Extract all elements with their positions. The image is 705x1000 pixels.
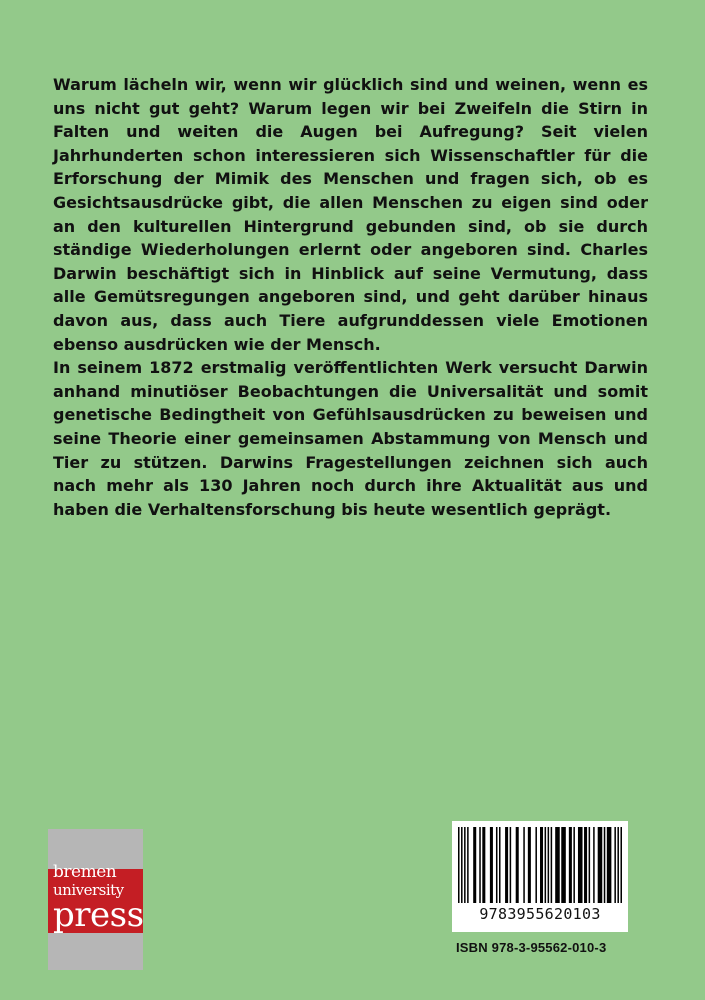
barcode-bar — [584, 827, 587, 903]
blurb-paragraph-1: Warum lächeln wir, wenn wir glücklich sind und weinen, wenn es uns nicht gut geht? Warum legen wir bei Zweifeln die Stirn in Falten und weiten die Augen bei Aufregung? Seit vielen Jahrhunderten schon interessieren sich Wissenschaftler für die Erforschung der Mimik des Menschen und fragen sich, ob es Gesichtsausdrücke gibt, die allen Menschen zu eigen sind oder an den kulturellen Hintergrund gebunden sind, ob sie durch ständige Wiederholungen erlernt oder angeboren sind. Charles Darwin beschäftigt sich in Hinblick auf seine Vermutung, dass alle Gemütsregungen angeboren sind, und geht darüber hinaus davon aus, dass auch Tiere aufgrunddessen viele Emotionen ebenso ausdrücken wie der Mensch. — [53, 75, 648, 354]
barcode-bar — [589, 827, 591, 903]
barcode-digits: 9783955620103 — [479, 905, 601, 923]
barcode-bar — [607, 827, 612, 903]
barcode-bar — [620, 827, 622, 903]
barcode-bar — [528, 827, 531, 903]
barcode-bar — [496, 827, 498, 903]
barcode-bar — [593, 827, 595, 903]
logo-line-university: university — [53, 881, 124, 899]
barcode-bar — [614, 827, 616, 903]
blurb-paragraph-2: In seinem 1872 erstmalig veröffentlichten Werk versucht Darwin anhand minutiöser Beobachtungen die Universalität und somit genetische Bedingtheit von Gefühlsausdrücken zu beweisen und seine Theorie einer gemeinsamen Abstammung von Mensch und Tier zu stützen. Darwins Fragestellungen zeichnen sich auch nach mehr als 130 Jahren noch durch ihre Aktualität aus und haben die Verhaltensforschung bis heute wesentlich geprägt. — [53, 358, 648, 519]
barcode-bar — [540, 827, 543, 903]
barcode-bar — [617, 827, 619, 903]
barcode-bars — [458, 827, 622, 903]
barcode-bar — [555, 827, 560, 903]
barcode-bar — [467, 827, 469, 903]
barcode-bar — [473, 827, 476, 903]
barcode-bar — [535, 827, 537, 903]
barcode-bar — [516, 827, 519, 903]
barcode-bar — [499, 827, 501, 903]
logo-line-bremen: bremen — [53, 862, 117, 882]
barcode — [452, 821, 628, 932]
barcode-bar — [548, 827, 550, 903]
barcode-bar — [523, 827, 525, 903]
barcode-bar — [573, 827, 575, 903]
barcode-bar — [551, 827, 553, 903]
barcode-bar — [578, 827, 583, 903]
logo-text — [53, 862, 144, 935]
barcode-bar — [458, 827, 460, 903]
isbn-label: ISBN 978-3-95562-010-3 — [456, 940, 607, 955]
barcode-bar — [490, 827, 493, 903]
publisher-logo — [48, 829, 143, 970]
logo-line-press: press — [53, 895, 144, 935]
barcode-bar — [479, 827, 481, 903]
blurb-text — [53, 73, 648, 521]
barcode-bar — [464, 827, 466, 903]
barcode-bar — [598, 827, 603, 903]
barcode-bar — [482, 827, 485, 903]
barcode-bar — [569, 827, 572, 903]
barcode-bar — [561, 827, 566, 903]
barcode-bar — [461, 827, 463, 903]
barcode-bar — [604, 827, 606, 903]
barcode-bar — [505, 827, 508, 903]
barcode-bar — [545, 827, 547, 903]
barcode-bar — [510, 827, 512, 903]
